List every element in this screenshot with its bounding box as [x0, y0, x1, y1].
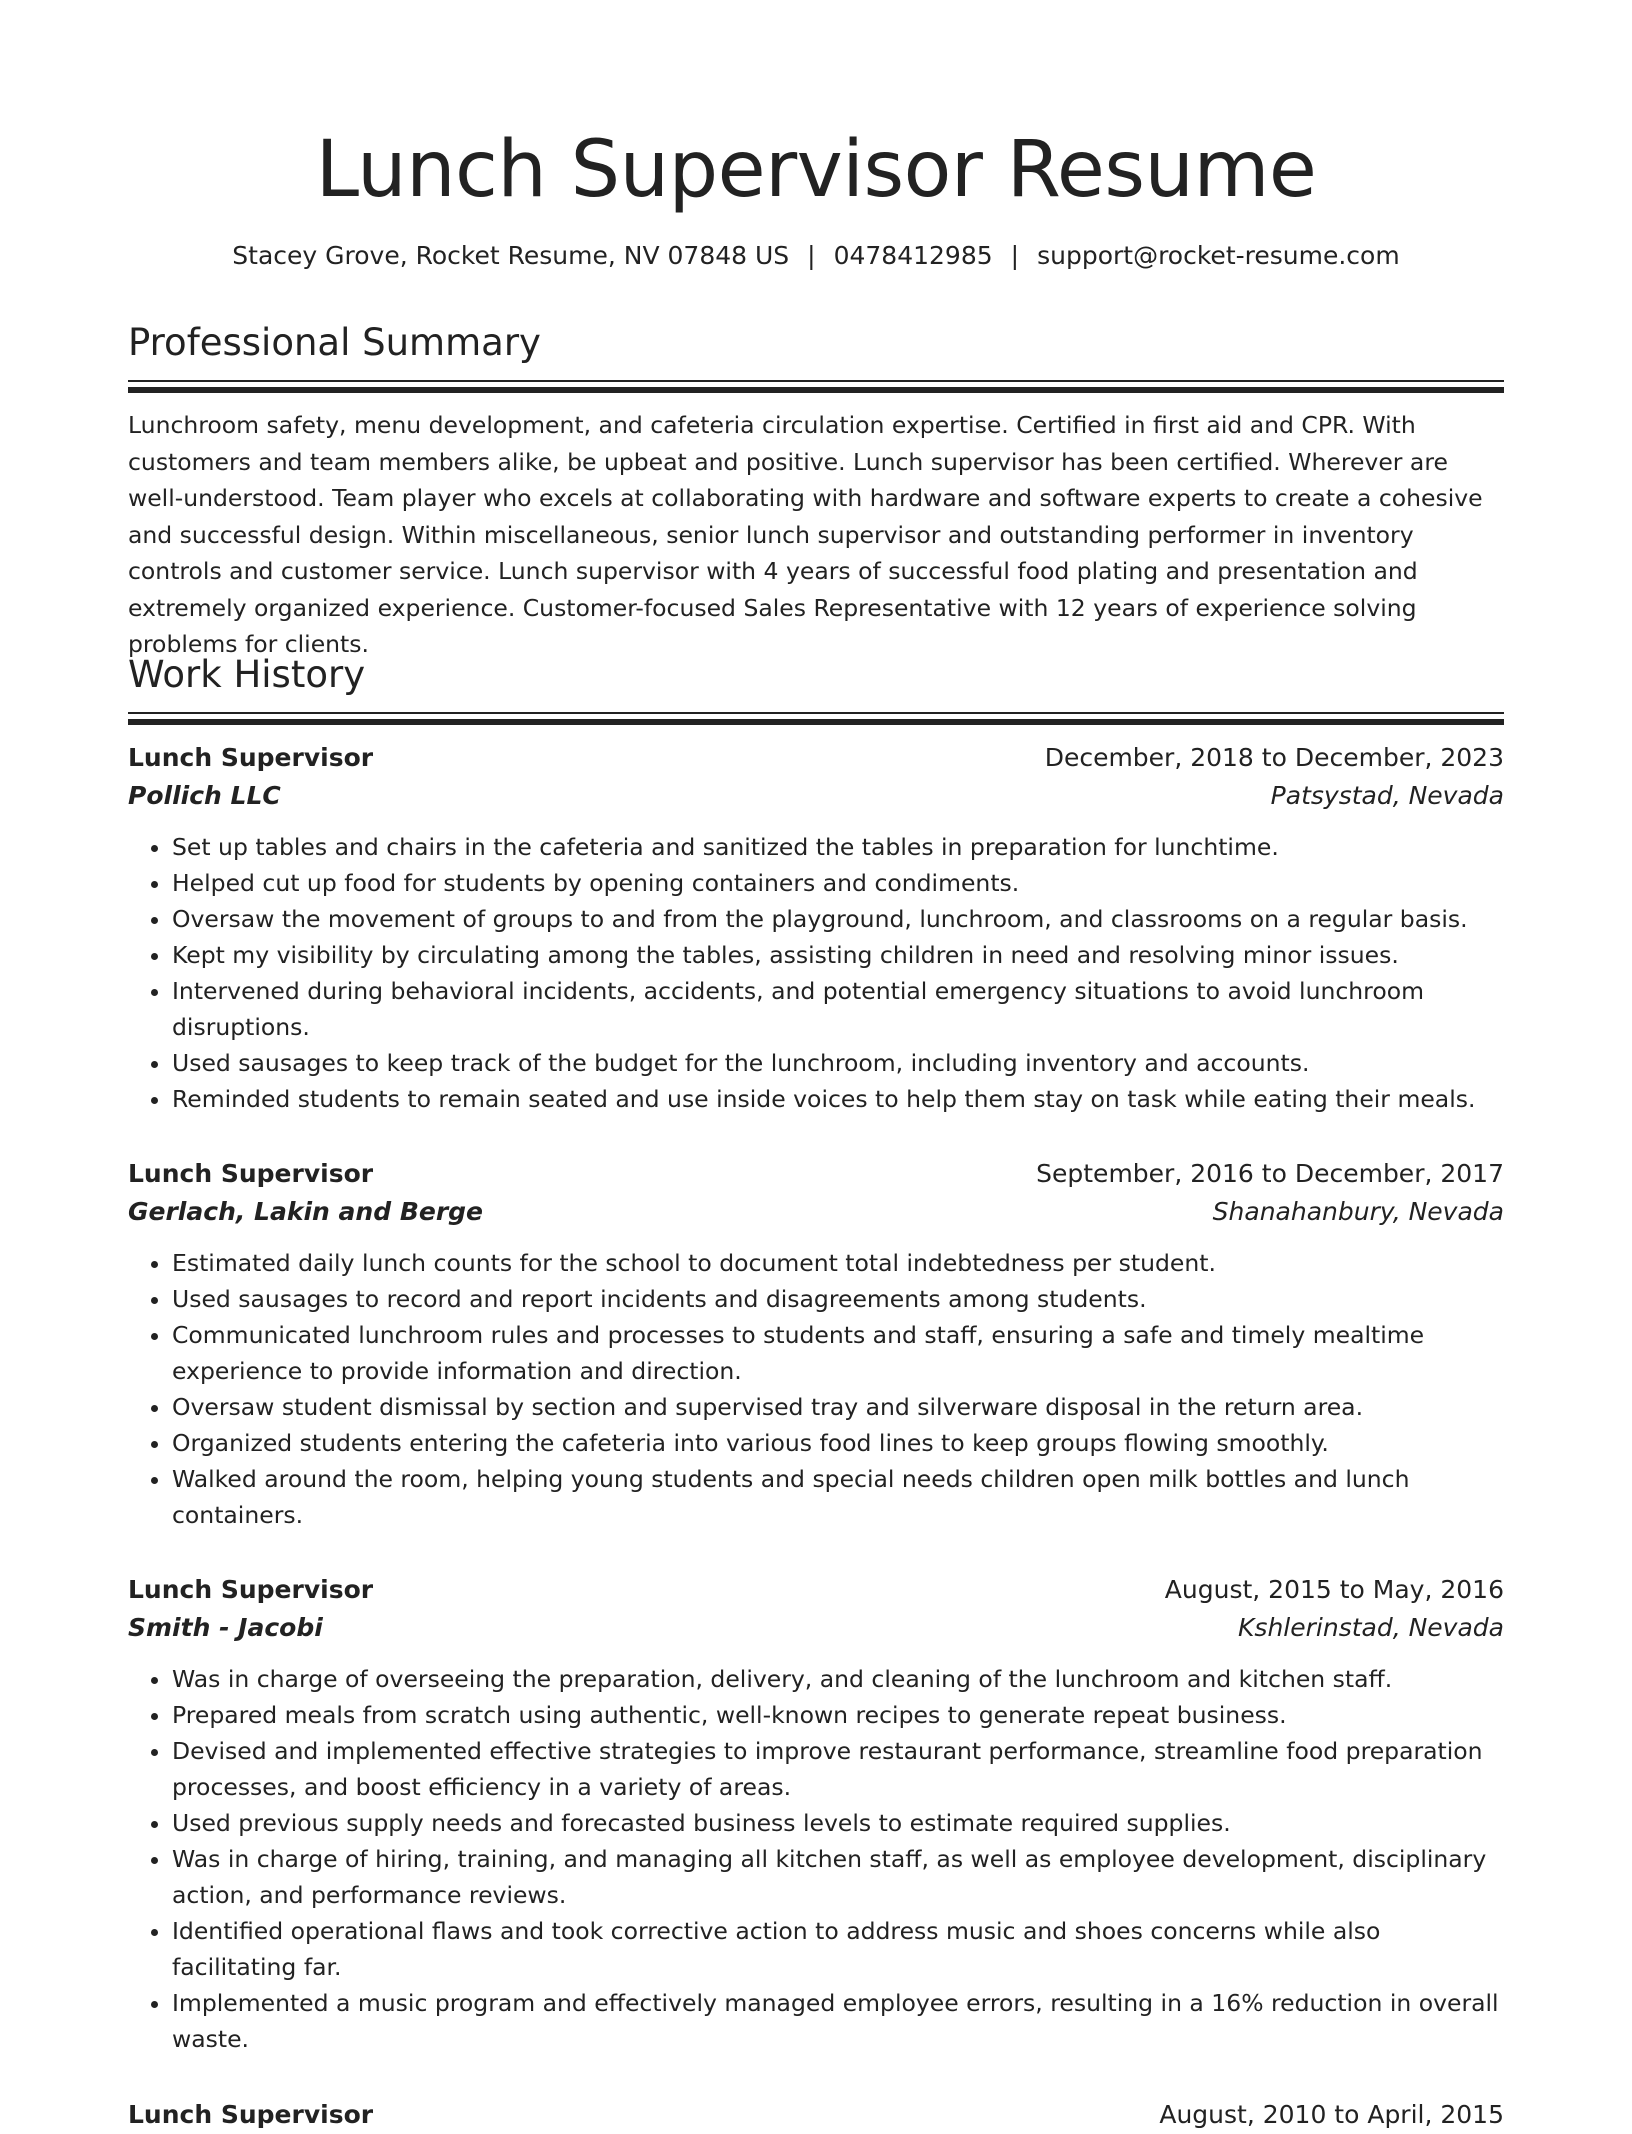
job-bullet: • Devised and implemented effective strategies to improve restaurant performance, streamline food preparation processes, and boost efficiency in a variety of areas.: [172, 1733, 1504, 1805]
summary-text: Lunchroom safety, menu development, and cafeteria circulation expertise. Certified in first aid and CPR. With customers and team members alike, be upbeat and positive. Lunch supervisor has been certified. Wherever are well-understood. Team player who excels at collaborating with hardware and software experts to create a cohesive and successful design. Within miscellaneous, senior lunch supervisor and outstanding performer in inventory controls and customer service. Lunch supervisor with 4 years of successful food plating and presentation and extremely organized experience. Customer-focused Sales Representative with 12 years of experience solving problems for clients.: [128, 411, 1483, 658]
job-entry: [128, 1571, 1504, 2057]
job-header: [128, 739, 1504, 777]
job-bullet: • Estimated daily lunch counts for the school to document total indebtedness per student.: [172, 1245, 1504, 1281]
job-bullet: • Implemented a music program and effectively managed employee errors, resulting in a 16% reduction in overall waste.: [172, 1985, 1504, 2057]
job-bullet: • Intervened during behavioral incidents, accidents, and potential emergency situations to avoid lunchroom disruptions.: [172, 973, 1504, 1045]
contact-phone: 0478412985: [833, 241, 993, 270]
job-location: Patsystad, Nevada: [1270, 781, 1504, 810]
job-company: Gerlach, Lakin and Berge: [128, 1197, 484, 1226]
job-bullet: • Organized students entering the cafeteria into various food lines to keep groups flowing smoothly.: [172, 1425, 1504, 1461]
job-bullet: • Oversaw the movement of groups to and from the playground, lunchroom, and classrooms on a regular basis.: [172, 901, 1504, 937]
section-divider: [128, 380, 1504, 382]
job-bullet: • Oversaw student dismissal by section and supervised tray and silverware disposal in the return area.: [172, 1389, 1504, 1425]
job-title: Lunch Supervisor: [128, 1575, 374, 1604]
section-divider: [128, 387, 1504, 393]
job-bullets: [128, 1661, 1504, 2057]
job-company: Smith - Jacobi: [128, 1613, 323, 1642]
work-history-section: [128, 650, 1504, 725]
job-subheader: [128, 1193, 1504, 1231]
job-bullet: • Kept my visibility by circulating among the tables, assisting children in need and resolving minor issues.: [172, 937, 1504, 973]
job-entry: [128, 739, 1504, 1117]
job-bullet: • Used sausages to keep track of the budget for the lunchroom, including inventory and accounts.: [172, 1045, 1504, 1081]
contact-separator: |: [1010, 241, 1020, 270]
job-entry: [128, 2096, 1504, 2134]
contact-separator: |: [807, 241, 816, 270]
summary-heading: Professional Summary: [128, 321, 541, 364]
job-title: Lunch Supervisor: [128, 743, 374, 772]
job-bullet: • Walked around the room, helping young students and special needs children open milk bottles and lunch containers.: [172, 1461, 1504, 1533]
section-divider: [128, 712, 1504, 714]
job-location: Kshlerinstad, Nevada: [1238, 1613, 1504, 1642]
job-bullet: • Communicated lunchroom rules and processes to students and staff, ensuring a safe and timely mealtime experience to provide information and direction.: [172, 1317, 1504, 1389]
job-bullet: • Used previous supply needs and forecasted business levels to estimate required supplies.: [172, 1805, 1504, 1841]
summary-section: [128, 318, 1504, 686]
job-bullet: • Was in charge of hiring, training, and managing all kitchen staff, as well as employee development, disciplinary action, and performance reviews.: [172, 1841, 1504, 1913]
job-dates: December, 2018 to December, 2023: [1044, 743, 1504, 772]
job-subheader: [128, 777, 1504, 815]
job-header: [128, 2096, 1504, 2134]
section-divider: [128, 719, 1504, 725]
job-bullets: [128, 829, 1504, 1117]
job-dates: August, 2015 to May, 2016: [1164, 1575, 1504, 1604]
job-bullet: • Reminded students to remain seated and use inside voices to help them stay on task while eating their meals.: [172, 1081, 1504, 1117]
contact-line: [128, 238, 1504, 274]
job-header: [128, 1571, 1504, 1609]
job-bullets: [128, 1245, 1504, 1533]
job-header: [128, 1155, 1504, 1193]
job-subheader: [128, 1609, 1504, 1647]
job-bullet: • Used sausages to record and report incidents and disagreements among students.: [172, 1281, 1504, 1317]
job-company: Pollich LLC: [128, 781, 281, 810]
contact-address: Stacey Grove, Rocket Resume, NV 07848 US: [232, 241, 790, 270]
job-bullet: • Set up tables and chairs in the cafeteria and sanitized the tables in preparation for lunchtime.: [172, 829, 1504, 865]
job-dates: September, 2016 to December, 2017: [1036, 1159, 1504, 1188]
job-dates: August, 2010 to April, 2015: [1159, 2100, 1504, 2129]
job-bullet: • Identified operational flaws and took corrective action to address music and shoes concerns while also facilitating far.: [172, 1913, 1504, 1985]
job-entry: [128, 1155, 1504, 1533]
job-title: Lunch Supervisor: [128, 1159, 374, 1188]
page-title: Lunch Supervisor Resume: [315, 125, 1317, 215]
job-bullet: • Prepared meals from scratch using authentic, well-known recipes to generate repeat business.: [172, 1697, 1504, 1733]
job-bullet: • Was in charge of overseeing the preparation, delivery, and cleaning of the lunchroom and kitchen staff.: [172, 1661, 1504, 1697]
job-bullet: • Helped cut up food for students by opening containers and condiments.: [172, 865, 1504, 901]
contact-email: support@rocket-resume.com: [1037, 241, 1400, 270]
job-title: Lunch Supervisor: [128, 2100, 374, 2129]
job-location: Shanahanbury, Nevada: [1212, 1197, 1504, 1226]
work-history-heading: Work History: [128, 653, 366, 696]
